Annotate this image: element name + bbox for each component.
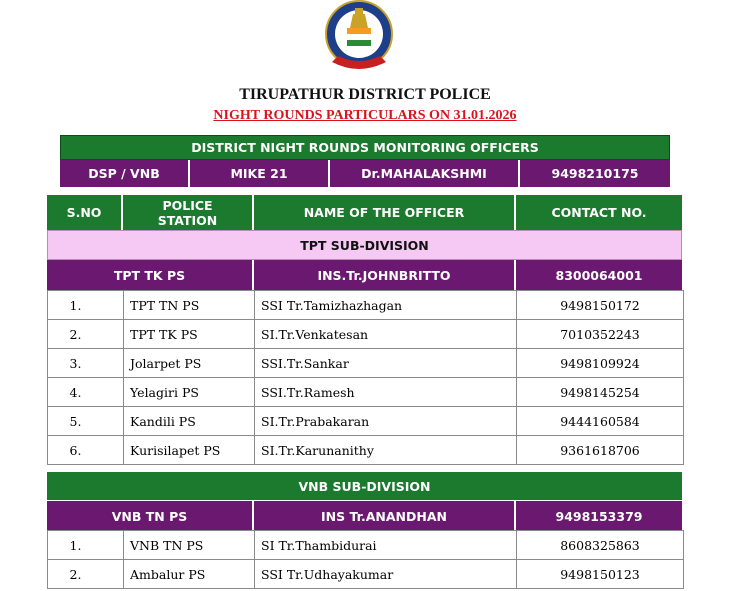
table-header <box>47 195 682 230</box>
column-sno: S.NO <box>47 195 123 230</box>
table-row <box>48 560 684 589</box>
row-contact: 9498109924 <box>517 349 684 378</box>
table-row <box>48 349 684 378</box>
inspector-officer: INS.Tr.JOHNBRITTO <box>254 260 516 290</box>
row-sno: 4. <box>48 378 124 407</box>
monitoring-contact: 9498210175 <box>551 166 639 181</box>
table-row <box>48 407 684 436</box>
row-officer: SI.Tr.Karunanithy <box>255 436 517 465</box>
row-sno: 5. <box>48 407 124 436</box>
row-station: Jolarpet PS <box>124 349 255 378</box>
inspector-contact: 8300064001 <box>555 267 643 283</box>
row-station: Kandili PS <box>124 407 255 436</box>
column-contact: CONTACT NO. <box>551 205 647 220</box>
row-officer: SSI.Tr.Ramesh <box>255 378 517 407</box>
table-row <box>48 436 684 465</box>
row-station: Ambalur PS <box>124 560 255 589</box>
tamilnadu-police-emblem <box>320 0 398 74</box>
row-sno: 3. <box>48 349 124 378</box>
table-row <box>48 291 684 320</box>
row-station: TPT TN PS <box>124 291 255 320</box>
monitoring-officer-name: Dr.MAHALAKSHMI <box>330 160 520 187</box>
row-officer: SSI Tr.Udhayakumar <box>255 560 517 589</box>
monitoring-rank: DSP / VNB <box>60 160 190 187</box>
row-station: TPT TK PS <box>124 320 255 349</box>
row-contact: 7010352243 <box>517 320 684 349</box>
column-police-station: POLICE STATION <box>123 195 254 230</box>
column-officer-name: NAME OF THE OFFICER <box>254 195 516 230</box>
row-officer: SSI.Tr.Sankar <box>255 349 517 378</box>
monitoring-callsign: MIKE 21 <box>190 160 330 187</box>
row-sno: 2. <box>48 560 124 589</box>
document-subtitle: NIGHT ROUNDS PARTICULARS ON 31.01.2026 <box>213 108 517 123</box>
inspector-station: VNB TN PS <box>47 501 254 531</box>
row-station: VNB TN PS <box>124 531 255 560</box>
row-contact: 9498145254 <box>517 378 684 407</box>
document-title: TIRUPATHUR DISTRICT POLICE <box>239 86 491 103</box>
row-contact: 9498150123 <box>517 560 684 589</box>
division-inspector-row <box>47 260 682 290</box>
table-row <box>48 531 684 560</box>
row-sno: 6. <box>48 436 124 465</box>
inspector-station: TPT TK PS <box>47 260 254 290</box>
row-officer: SI Tr.Thambidurai <box>255 531 517 560</box>
inspector-officer: INS Tr.ANANDHAN <box>254 501 516 531</box>
row-contact: 9361618706 <box>517 436 684 465</box>
row-sno: 1. <box>48 531 124 560</box>
row-contact: 9444160584 <box>517 407 684 436</box>
row-officer: SI.Tr.Venkatesan <box>255 320 517 349</box>
row-contact: 8608325863 <box>517 531 684 560</box>
table-row <box>48 320 684 349</box>
row-officer: SI.Tr.Prabakaran <box>255 407 517 436</box>
tpt-officer-table <box>47 290 684 465</box>
row-station: Yelagiri PS <box>124 378 255 407</box>
row-officer: SSI Tr.Tamizhazhagan <box>255 291 517 320</box>
row-station: Kurisilapet PS <box>124 436 255 465</box>
inspector-contact: 9498153379 <box>555 508 643 524</box>
table-row <box>48 378 684 407</box>
division-inspector-row <box>47 501 682 531</box>
row-sno: 1. <box>48 291 124 320</box>
row-sno: 2. <box>48 320 124 349</box>
division-heading-vnb: VNB SUB-DIVISION <box>47 472 682 500</box>
vnb-officer-table <box>47 530 684 589</box>
monitoring-officer-row <box>60 160 670 187</box>
row-contact: 9498150172 <box>517 291 684 320</box>
monitoring-officers-heading: DISTRICT NIGHT ROUNDS MONITORING OFFICERS <box>60 135 670 160</box>
division-heading-tpt: TPT SUB-DIVISION <box>47 230 682 260</box>
